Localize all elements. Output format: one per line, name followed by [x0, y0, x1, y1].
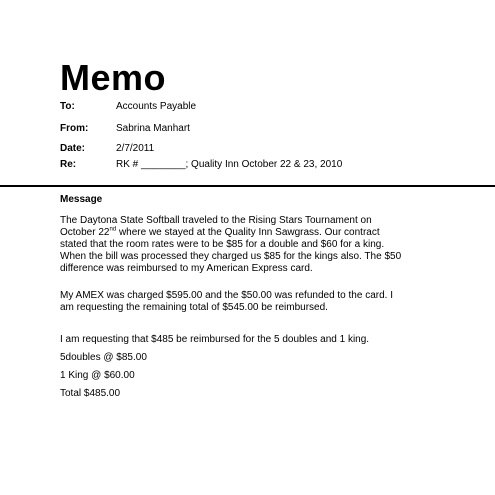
para1-line3: stated that the room rates were to be $85 for a double and $60 for a king. — [60, 239, 385, 250]
paragraph-amex — [60, 290, 440, 314]
re-label: Re: — [60, 159, 77, 170]
message-heading: Message — [60, 194, 103, 205]
para1-line2-start: October 22 — [60, 227, 110, 238]
paragraph-travel — [60, 215, 440, 275]
date-value: 2/7/2011 — [116, 143, 155, 154]
para1-line1: The Daytona State Softball traveled to the Rising Stars Tournament on — [60, 215, 372, 226]
date-label: Date: — [60, 143, 86, 154]
from-label: From: — [60, 123, 89, 134]
para1-line5: difference was reimbursed to my American Express card. — [60, 263, 313, 274]
para2-line1: My AMEX was charged $595.00 and the $50.00 was refunded to the card. I — [60, 290, 393, 301]
para1-line4: When the bill was processed they charged us $85 for the kings also. The $50 — [60, 251, 402, 262]
para1-line2 — [60, 227, 440, 239]
doubles-line: 5doubles @ $85.00 — [60, 352, 147, 363]
total-line: Total $485.00 — [60, 388, 121, 399]
re-value: RK # ________; Quality Inn October 22 & 23, 2010 — [116, 159, 343, 170]
header-divider — [0, 185, 495, 187]
memo-title: Memo — [60, 57, 167, 98]
para2-line2: am requesting the remaining total of $545.00 be reimbursed. — [60, 302, 328, 313]
to-label: To: — [60, 101, 75, 112]
king-line: 1 King @ $60.00 — [60, 370, 135, 381]
request-line: I am requesting that $485 be reimbursed for the 5 doubles and 1 king. — [60, 334, 370, 345]
ordinal-suffix: nd — [109, 226, 117, 233]
to-value: Accounts Payable — [116, 101, 197, 112]
from-value: Sabrina Manhart — [116, 123, 190, 134]
para1-line2-end: where we stayed at the Quality Inn Sawgrass. Our contract — [116, 227, 380, 238]
